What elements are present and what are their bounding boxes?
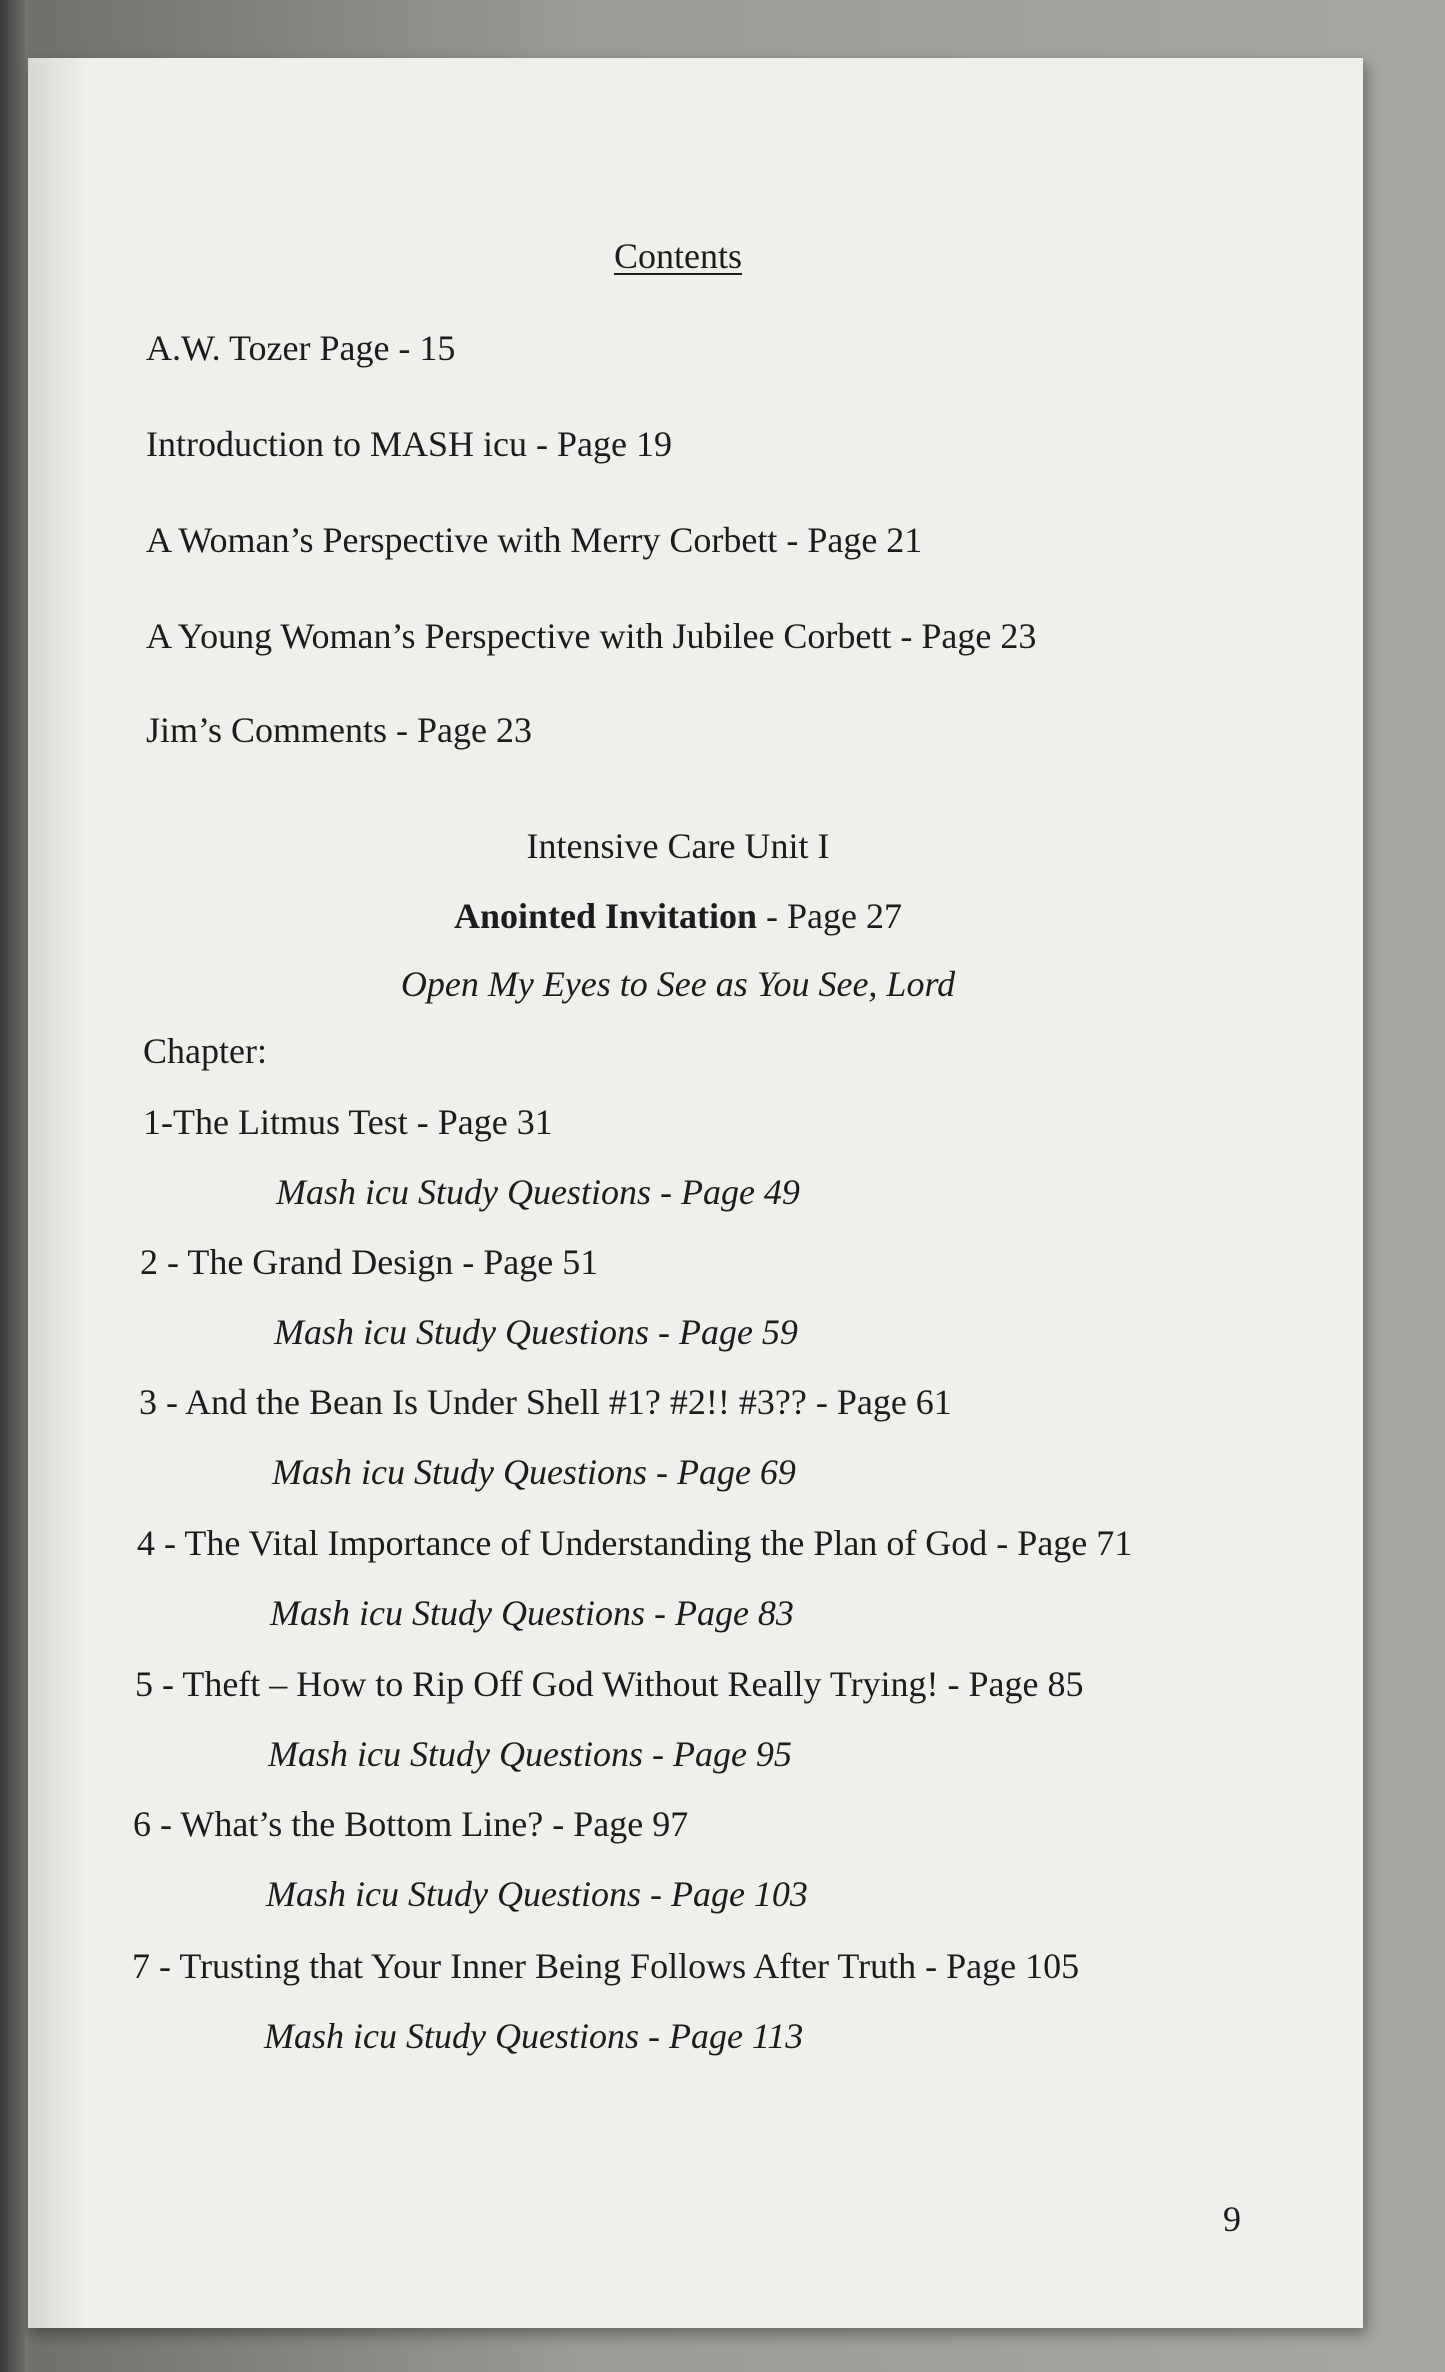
chapter-3-study-questions: Mash icu Study Questions - Page 69 (272, 1452, 796, 1492)
chapter-5-title: 5 - Theft – How to Rip Off God Without Really Trying! - Page 85 (135, 1664, 1084, 1704)
chapter-7-title: 7 - Trusting that Your Inner Being Follows After Truth - Page 105 (132, 1946, 1080, 1986)
chapter-label: Chapter: (143, 1031, 267, 1071)
chapter-1-title: 1-The Litmus Test - Page 31 (143, 1102, 553, 1142)
book-spine-shadow (0, 0, 28, 2372)
chapter-1-study-questions: Mash icu Study Questions - Page 49 (276, 1172, 800, 1212)
toc-entry-womans-perspective: A Woman’s Perspective with Merry Corbett - Page 21 (146, 520, 923, 560)
section-title-page: - Page 27 (757, 896, 903, 936)
book-page (28, 58, 1363, 2328)
chapter-4-study-questions: Mash icu Study Questions - Page 83 (270, 1593, 794, 1633)
section-unit-title: Intensive Care Unit I (526, 826, 830, 866)
chapter-4-title: 4 - The Vital Importance of Understanding the Plan of God - Page 71 (137, 1523, 1133, 1563)
chapter-5-study-questions: Mash icu Study Questions - Page 95 (268, 1734, 792, 1774)
chapter-6-study-questions: Mash icu Study Questions - Page 103 (266, 1874, 808, 1914)
section-title-bold: Anointed Invitation (453, 896, 758, 936)
chapter-6-title: 6 - What’s the Bottom Line? - Page 97 (133, 1804, 689, 1844)
toc-entry-young-womans-perspective: A Young Woman’s Perspective with Jubilee Corbett - Page 23 (146, 616, 1037, 656)
toc-entry-jims-comments: Jim’s Comments - Page 23 (146, 710, 532, 750)
contents-heading: Contents (613, 236, 742, 276)
chapter-7-study-questions: Mash icu Study Questions - Page 113 (264, 2016, 804, 2056)
chapter-3-title: 3 - And the Bean Is Under Shell #1? #2!! #3?? - Page 61 (139, 1382, 952, 1422)
chapter-2-study-questions: Mash icu Study Questions - Page 59 (274, 1312, 798, 1352)
toc-entry-tozer: A.W. Tozer Page - 15 (146, 328, 456, 368)
section-subtitle: Open My Eyes to See as You See, Lord (400, 964, 956, 1004)
page-number: 9 (1223, 2199, 1241, 2239)
toc-entry-introduction: Introduction to MASH icu - Page 19 (146, 424, 672, 464)
chapter-2-title: 2 - The Grand Design - Page 51 (140, 1242, 599, 1282)
section-title (28, 898, 1328, 934)
